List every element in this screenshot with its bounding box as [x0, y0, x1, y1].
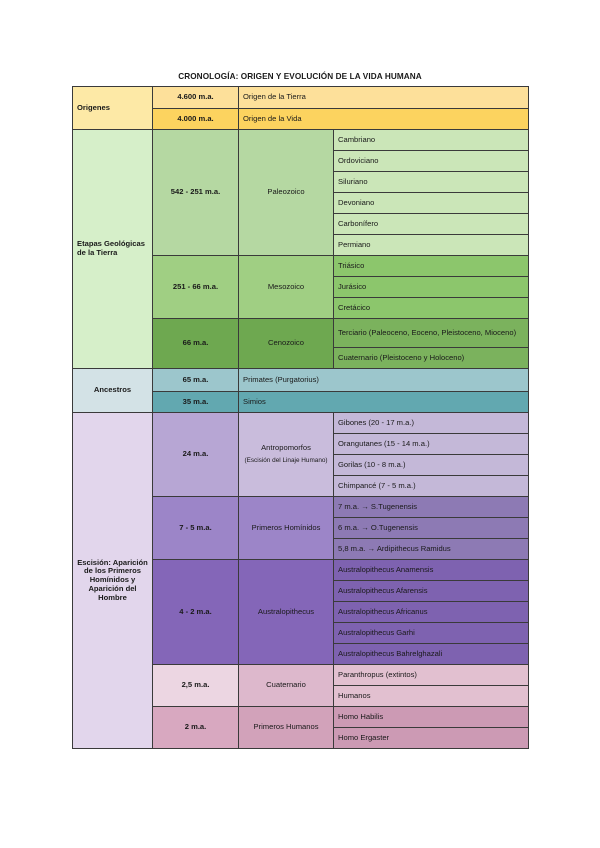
species-cell: Humanos — [334, 686, 529, 707]
date-cell: 542 - 251 m.a. — [153, 130, 239, 256]
event-cell: Primates (Purgatorius) — [239, 369, 529, 392]
event-cell: Simios — [239, 392, 529, 413]
table-row — [73, 87, 529, 109]
group-cell — [239, 413, 334, 497]
species-cell: 6 m.a. → O.Tugenensis — [334, 518, 529, 539]
species-cell: Homo Habilis — [334, 707, 529, 728]
period-cell: Jurásico — [334, 277, 529, 298]
group-label: Antropomorfos — [261, 443, 311, 453]
species-cell: Orangutanes (15 - 14 m.a.) — [334, 434, 529, 455]
species-cell: Gorilas (10 - 8 m.a.) — [334, 455, 529, 476]
species-cell: Australopithecus Afarensis — [334, 581, 529, 602]
species-cell: Australopithecus Bahrelghazali — [334, 644, 529, 665]
date-cell: 4.000 m.a. — [153, 109, 239, 130]
date-cell: 24 m.a. — [153, 413, 239, 497]
event-cell: Origen de la Tierra — [239, 87, 529, 109]
species-cell: Homo Ergaster — [334, 728, 529, 749]
period-cell: Cretácico — [334, 298, 529, 319]
table-row — [73, 130, 529, 151]
species-cell: 5,8 m.a. → Ardipithecus Ramidus — [334, 539, 529, 560]
table-row — [73, 369, 529, 392]
document-title: CRONOLOGÍA: ORIGEN Y EVOLUCIÓN DE LA VIDA HUMANA — [178, 72, 422, 81]
species-cell: Paranthropus (extintos) — [334, 665, 529, 686]
period-cell: Terciario (Paleoceno, Eoceno, Pleistoceno, Mioceno) — [334, 319, 529, 348]
date-cell: 65 m.a. — [153, 369, 239, 392]
chronology-table — [72, 86, 529, 749]
species-cell: Gibones (20 - 17 m.a.) — [334, 413, 529, 434]
date-cell: 66 m.a. — [153, 319, 239, 369]
period-cell: Carbonífero — [334, 214, 529, 235]
event-cell: Origen de la Vida — [239, 109, 529, 130]
section-ancestros: Ancestros — [73, 369, 153, 413]
group-cell: Primeros Homínidos — [239, 497, 334, 560]
period-cell: Triásico — [334, 256, 529, 277]
period-cell: Ordoviciano — [334, 151, 529, 172]
species-cell: Australopithecus Africanus — [334, 602, 529, 623]
table-row — [73, 413, 529, 434]
species-cell: Chimpancé (7 - 5 m.a.) — [334, 476, 529, 497]
group-cell: Australopithecus — [239, 560, 334, 665]
species-cell: Australopithecus Anamensis — [334, 560, 529, 581]
date-cell: 4.600 m.a. — [153, 87, 239, 109]
era-cell: Mesozoico — [239, 256, 334, 319]
period-cell: Cuaternario (Pleistoceno y Holoceno) — [334, 348, 529, 369]
era-cell: Paleozoico — [239, 130, 334, 256]
period-cell: Siluriano — [334, 172, 529, 193]
group-cell: Cuaternario — [239, 665, 334, 707]
species-cell: Australopithecus Garhi — [334, 623, 529, 644]
date-cell: 2,5 m.a. — [153, 665, 239, 707]
period-cell: Devoniano — [334, 193, 529, 214]
group-cell: Primeros Humanos — [239, 707, 334, 749]
section-etapas: Etapas Geológicas de la Tierra — [73, 130, 153, 369]
era-cell: Cenozoico — [239, 319, 334, 369]
section-escision: Escisión: Aparición de los Primeros Homínidos y Aparición del Hombre — [73, 413, 153, 749]
period-cell: Permiano — [334, 235, 529, 256]
group-note: (Escisión del Linaje Humano) — [244, 457, 328, 465]
species-cell: 7 m.a. → S.Tugenensis — [334, 497, 529, 518]
date-cell: 2 m.a. — [153, 707, 239, 749]
date-cell: 35 m.a. — [153, 392, 239, 413]
date-cell: 7 - 5 m.a. — [153, 497, 239, 560]
date-cell: 251 - 66 m.a. — [153, 256, 239, 319]
period-cell: Cambriano — [334, 130, 529, 151]
section-origenes: Origenes — [73, 87, 153, 130]
date-cell: 4 - 2 m.a. — [153, 560, 239, 665]
